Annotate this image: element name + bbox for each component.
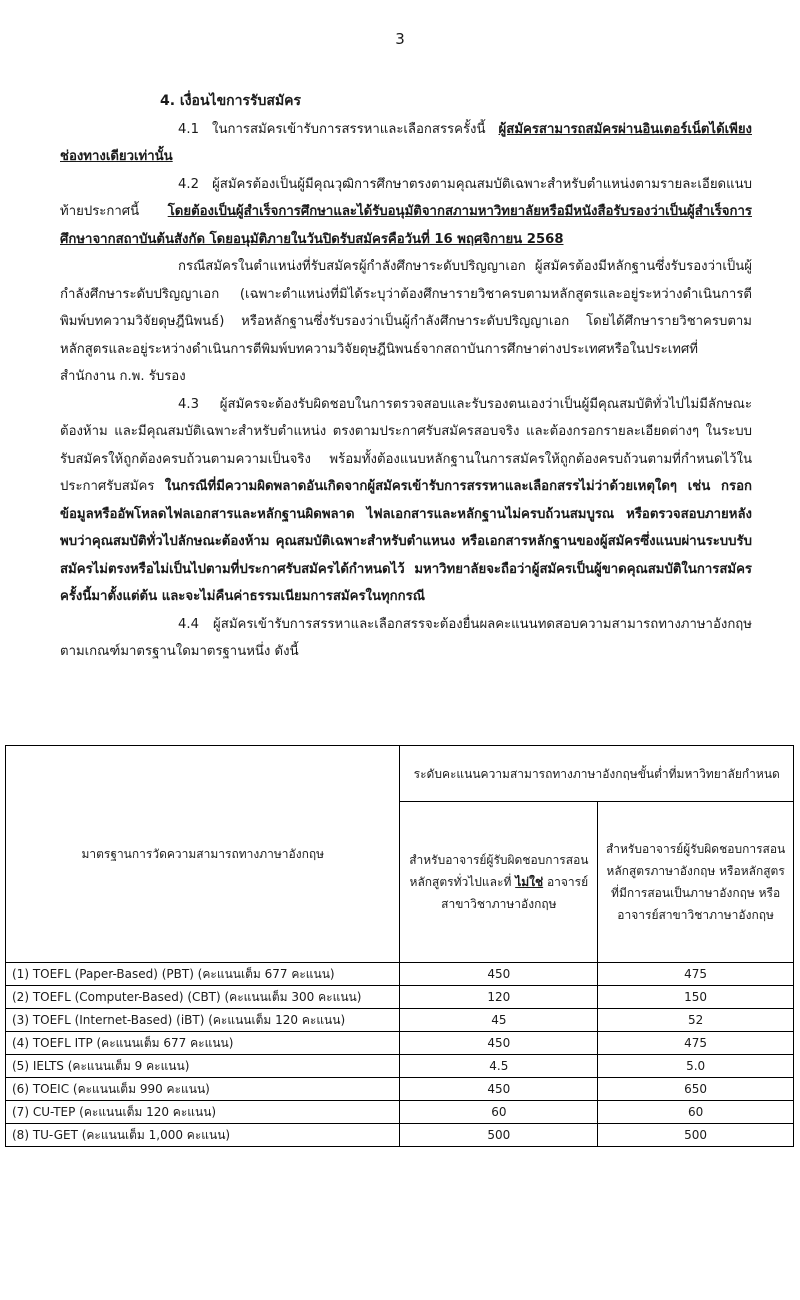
paragraph-4-2-text: 4.2 ผู้สมัครต้องเป็นผู้มีคุณวุฒิการศึกษาตรงตามคุณสมบัติเฉพาะสำหรับตำแหน่งตามรายละเอียดแนบท้ายประกาศนี้ [60, 176, 752, 219]
row-english-score: 60 [598, 1101, 794, 1124]
header-english-instructor: สำหรับอาจารย์ผู้รับผิดชอบการสอนหลักสูตรภาษาอังกฤษ หรือหลักสูตรที่มีการสอนเป็นภาษาอังกฤษ หรืออาจารย์สาขาวิชาภาษาอังกฤษ [598, 802, 794, 963]
paragraph-4-3 [60, 391, 752, 611]
english-score-table [5, 745, 794, 1147]
row-general-score: 4.5 [400, 1055, 598, 1078]
row-general-score: 450 [400, 963, 598, 986]
row-english-score: 500 [598, 1124, 794, 1147]
row-standard: (4) TOEFL ITP (คะแนนเต็ม 677 คะแนน) [6, 1032, 400, 1055]
row-standard: (5) IELTS (คะแนนเต็ม 9 คะแนน) [6, 1055, 400, 1078]
row-standard: (6) TOEIC (คะแนนเต็ม 990 คะแนน) [6, 1078, 400, 1101]
table-row [6, 963, 794, 986]
table-header-row [6, 746, 794, 802]
row-english-score: 52 [598, 1009, 794, 1032]
table-row [6, 1009, 794, 1032]
paragraph-4-2-emphasis: โดยต้องเป็นผู้สำเร็จการศึกษาและได้รับอนุมัติจากสภามหาวิทยาลัยหรือมีหนังสือรับรองว่าเป็นผู้สำเร็จการศึกษาจากสถาบันต้นสังกัด โดยอนุมัติภายในวันปิดรับสมัครคือวันที่ 16 พฤศจิกายน 2568 [60, 204, 752, 247]
table-row [6, 1124, 794, 1147]
paragraph-4-3-text: 4.3 ผู้สมัครจะต้องรับผิดชอบในการตรวจสอบและรับรองตนเองว่าเป็นผู้มีคุณสมบัติทั่วไปไม่มีลักษณะต้องห้าม และมีคุณสมบัติเฉพาะสำหรับตำแหน่ง ตรงตามประกาศรับสมัครสอบจริง และต้องกรอกรายละเอียดต่างๆ ในระบบรับสมัครให้ถูกต้องครบถ้วนตามความเป็นจริง พร้อมทั้งต้องแนบหลักฐานในการสมัครให้ถูกต้องครบถ้วนตามที่กำหนดไว้ในประกาศรับสมัคร [60, 396, 752, 494]
page-number: 3 [395, 30, 405, 48]
row-standard: (3) TOEFL (Internet-Based) (iBT) (คะแนนเต็ม 120 คะแนน) [6, 1009, 400, 1032]
row-general-score: 450 [400, 1032, 598, 1055]
paragraph-4-2-phd: กรณีสมัครในตำแหน่งที่รับสมัครผู้กำลังศึกษาระดับปริญญาเอก ผู้สมัครต้องมีหลักฐานซึ่งรับรองว่าเป็นผู้กำลังศึกษาระดับปริญญาเอก (เฉพาะตำแหน่งที่มิได้ระบุว่าต้องศึกษารายวิชาครบตามหลักสูตรและอยู่ระหว่างดำเนินการตีพิมพ์บทความวิจัยดุษฎีนิพนธ์) หรือหลักฐานซึ่งรับรองว่าเป็นผู้กำลังศึกษาระดับปริญญาเอก โดยได้ศึกษารายวิชาครบตามหลักสูตรและอยู่ระหว่างดำเนินการตีพิมพ์บทความวิจัยดุษฎีนิพนธ์จากสถาบันการศึกษาต่างประเทศหรือในประเทศที่สำนักงาน ก.พ. รับรอง [60, 259, 752, 384]
table-row [6, 1078, 794, 1101]
section-heading: 4. เงื่อนไขการรับสมัคร [160, 93, 302, 109]
row-english-score: 5.0 [598, 1055, 794, 1078]
row-general-score: 60 [400, 1101, 598, 1124]
paragraph-4-1 [60, 116, 752, 171]
row-english-score: 475 [598, 1032, 794, 1055]
row-standard: (7) CU-TEP (คะแนนเต็ม 120 คะแนน) [6, 1101, 400, 1124]
paragraph-4-1-text: 4.1 ในการสมัครเข้ารับการสรรหาและเลือกสรรครั้งนี้ [178, 121, 499, 137]
row-standard: (1) TOEFL (Paper-Based) (PBT) (คะแนนเต็ม 677 คะแนน) [6, 963, 400, 986]
row-general-score: 450 [400, 1078, 598, 1101]
header-score-group: ระดับคะแนนความสามารถทางภาษาอังกฤษขั้นต่ำที่มหาวิทยาลัยกำหนด [400, 746, 794, 802]
row-english-score: 150 [598, 986, 794, 1009]
paragraph-4-3-emphasis: ในกรณีที่มีความผิดพลาดอันเกิดจากผู้สมัครเข้ารับการสรรหาและเลือกสรรไม่ว่าด้วยเหตุใดๆ เช่น กรอกข้อมูลหรืออัพโหลดไฟลเอกสารและหลักฐานผิดพลาด ไฟลเอกสารและหลักฐานไม่ครบถ้วนสมบูรณ หรือตรวจสอบภายหลังพบว่าคุณสมบัติทั่วไปลักษณะต้องห้าม คุณสมบัติเฉพาะสำหรับตำแหนง หรือเอกสารหลักฐานของผู้สมัครซึ่งแนบผ่านระบบรับสมัครไม่ตรงหรือไม่เป็นไปตามที่ประกาศรับสมัครได้กำหนดไว้ มหาวิทยาลัยจะถือว่าผู้สมัครเป็นผู้ขาดคุณสมบัติในการสมัครครั้งนี้มาตั้งแต่ต้น และจะไม่คืนค่าธรรมเนียมการสมัครในทุกกรณี [60, 479, 752, 604]
document-body [60, 88, 752, 666]
row-general-score: 500 [400, 1124, 598, 1147]
header-standard: มาตรฐานการวัดความสามารถทางภาษาอังกฤษ [6, 746, 400, 963]
row-general-score: 120 [400, 986, 598, 1009]
table-row [6, 986, 794, 1009]
paragraph-4-2 [60, 171, 752, 254]
header-general-text-b: อาจารย์สาขาวิชาภาษาอังกฤษ [441, 875, 589, 911]
paragraph-4-1-emphasis: ผู้สมัครสามารถสมัครผ่านอินเตอร์เน็ตได้เพียงช่องทางเดียวเท่านั้น [60, 121, 752, 164]
row-standard: (8) TU-GET (คะแนนเต็ม 1,000 คะแนน) [6, 1124, 400, 1147]
table-row [6, 1055, 794, 1078]
header-general-text-a: สำหรับอาจารย์ผู้รับผิดชอบการสอนหลักสูตรทั่วไปและที่ [409, 853, 589, 889]
row-standard: (2) TOEFL (Computer-Based) (CBT) (คะแนนเต็ม 300 คะแนน) [6, 986, 400, 1009]
header-general-not: ไม่ใช่ [515, 875, 544, 889]
row-english-score: 650 [598, 1078, 794, 1101]
table-row [6, 1032, 794, 1055]
table-row [6, 1101, 794, 1124]
header-general-instructor [400, 802, 598, 963]
row-english-score: 475 [598, 963, 794, 986]
paragraph-4-4: 4.4 ผู้สมัครเข้ารับการสรรหาและเลือกสรรจะต้องยื่นผลคะแนนทดสอบความสามารถทางภาษาอังกฤษตามเกณฑ์มาตรฐานใดมาตรฐานหนึ่ง ดังนี้ [60, 616, 752, 659]
row-general-score: 45 [400, 1009, 598, 1032]
